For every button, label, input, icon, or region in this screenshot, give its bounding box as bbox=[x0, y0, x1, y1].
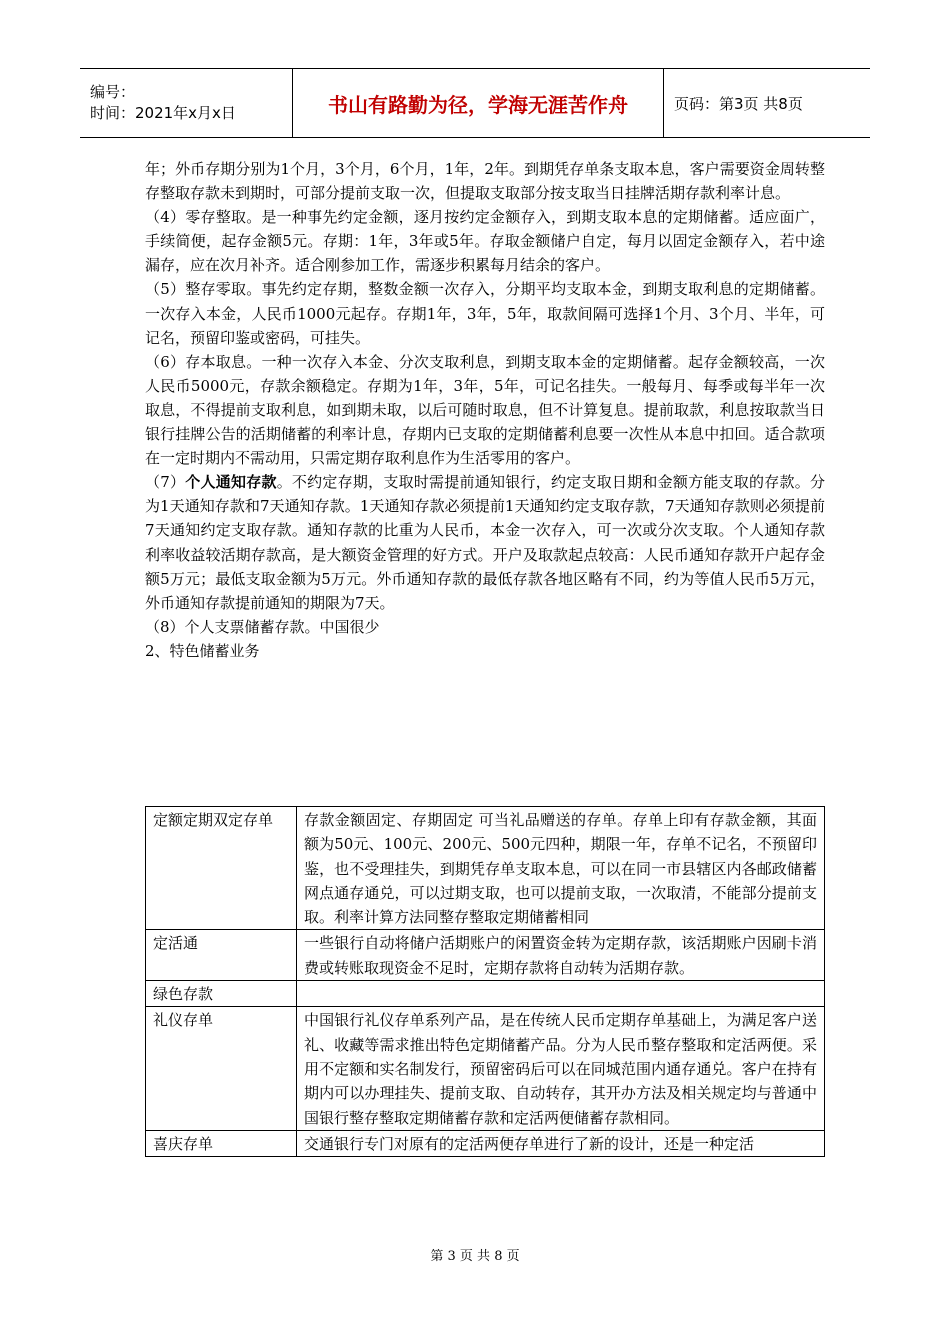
product-name: 礼仪存单 bbox=[146, 1007, 297, 1130]
product-description: 交通银行专门对原有的定活两便存单进行了新的设计，还是一种定活 bbox=[297, 1130, 825, 1156]
section-heading: 2、特色储蓄业务 bbox=[145, 641, 260, 660]
notice-text: 。不约定存期，支取时需提前通知银行，约定支取日期和金额方能支取的存款。分为1天通知存款和7天通知存款。1天通知存款必须提前1天通知约定支取存款，7天通知存款则必须提前7天通知约定支取存款。通知存款的比重为人民币，本金一次存入，可一次或分次支取。个人通知存款利率收益较活期存款高，是大额资金管理的好方式。开户及取款起点较高：人民币通知存款开户起存金额5万元；最低支取金额为5万元。外币通知存款的最低存款各地区略有不同，约为等值人民币5万元，外币通知存款提前通知的期限为7天。 bbox=[145, 473, 825, 612]
table-row bbox=[146, 1130, 825, 1156]
product-description: 存款金额固定、存期固定 可当礼品赠送的存单。存单上印有存款金额，其面额为50元、100元、200元、500元四种，期限一年，存单不记名，不预留印鉴，也不受理挂失，到期凭存单支取本息，可以在同一市县辖区内各邮政储蓄网点通存通兑，可以过期支取，也可以提前支取，一次取清，不能部分提前支取。利率计算方法同整存整取定期储蓄相同 bbox=[297, 807, 825, 930]
document-number: 编号： bbox=[90, 83, 136, 101]
paragraph: 年；外币存期分别为1个月，3个月，6个月，1年，2年。到期凭存单条支取本息，客户需要资金周转整存整取存款未到期时，可部分提前支取一次，但提取支取部分按支取当日挂牌活期存款利率计息。 bbox=[145, 160, 825, 203]
product-name: 绿色存款 bbox=[146, 981, 297, 1007]
page-indicator: 页码：第3页 共8页 bbox=[674, 94, 803, 113]
product-name: 喜庆存单 bbox=[146, 1130, 297, 1156]
document-body bbox=[145, 157, 825, 663]
table-row bbox=[146, 1007, 825, 1130]
header-page bbox=[664, 69, 870, 137]
special-savings-table bbox=[145, 806, 825, 1157]
paragraph-zero-deposit: （4）零存整取。是一种事先约定金额，逐月按约定金额存入，到期支取本息的定期储蓄。适应面广，手续简便，起存金额5元。存期：1年，3年或5年。存取金额储户自定，每月以固定金额存入，若中途漏存，应在次月补齐。适合刚参加工作，需逐步积累每月结余的客户。 bbox=[145, 208, 825, 275]
paragraph-notice-deposit bbox=[145, 470, 825, 615]
motto-text: 书山有路勤为径，学海无涯苦作舟 bbox=[328, 92, 628, 117]
page-footer bbox=[0, 1245, 950, 1264]
product-description bbox=[297, 981, 825, 1007]
table-row bbox=[146, 807, 825, 930]
paragraph-lump-deposit: （5）整存零取。事先约定存期，整数金额一次存入，分期平均支取本金，到期支取利息的定期储蓄。一次存入本金，人民币1000元起存。存期1年，3年，5年，取款间隔可选择1个月、3个月、半年，可记名，预留印鉴或密码，可挂失。 bbox=[145, 280, 825, 347]
footer-page-number: 第 3 页 共 8 页 bbox=[430, 1249, 520, 1264]
table-row bbox=[146, 930, 825, 981]
product-description: 一些银行自动将储户活期账户的闲置资金转为定期存款，该活期账户因刷卡消费或转账取现资金不足时，定期存款将自动转为活期存款。 bbox=[297, 930, 825, 981]
notice-term: 个人通知存款 bbox=[185, 473, 277, 492]
notice-prefix: （7） bbox=[145, 473, 186, 492]
product-name: 定额定期双定存单 bbox=[146, 807, 297, 930]
product-name: 定活通 bbox=[146, 930, 297, 981]
header-motto bbox=[293, 69, 664, 137]
paragraph-interest-withdrawal: （6）存本取息。一种一次存入本金、分次支取利息，到期支取本金的定期储蓄。起存金额较高，一次人民币5000元，存款余额稳定。存期为1年，3年，5年，可记名挂失。一般每月、每季或每半年一次取息，不得提前支取利息，如到期未取，以后可随时取息，但不计算复息。提前取款，利息按取款当日银行挂牌公告的活期储蓄的利率计息，存期内已支取的定期储蓄利息要一次性从本息中扣回。适合款项在一定时期内不需动用，只需定期存取利息作为生活零用的客户。 bbox=[145, 352, 825, 468]
paragraph-cheque-deposit: （8）个人支票储蓄存款。中国很少 bbox=[145, 617, 380, 636]
header-meta bbox=[80, 69, 293, 137]
product-description: 中国银行礼仪存单系列产品，是在传统人民币定期存单基础上，为满足客户送礼、收藏等需求推出特色定期储蓄产品。分为人民币整存整取和定活两便。采用不定额和实名制发行，预留密码后可以在同城范围内通存通兑。客户在持有期内可以办理挂失、提前支取、自动转存，其开办方法及相关规定均与普通中国银行整存整取定期储蓄存款和定活两便储蓄存款相同。 bbox=[297, 1007, 825, 1130]
table-row bbox=[146, 981, 825, 1007]
page-header bbox=[80, 68, 870, 138]
document-date: 时间：2021年x月x日 bbox=[90, 104, 236, 122]
